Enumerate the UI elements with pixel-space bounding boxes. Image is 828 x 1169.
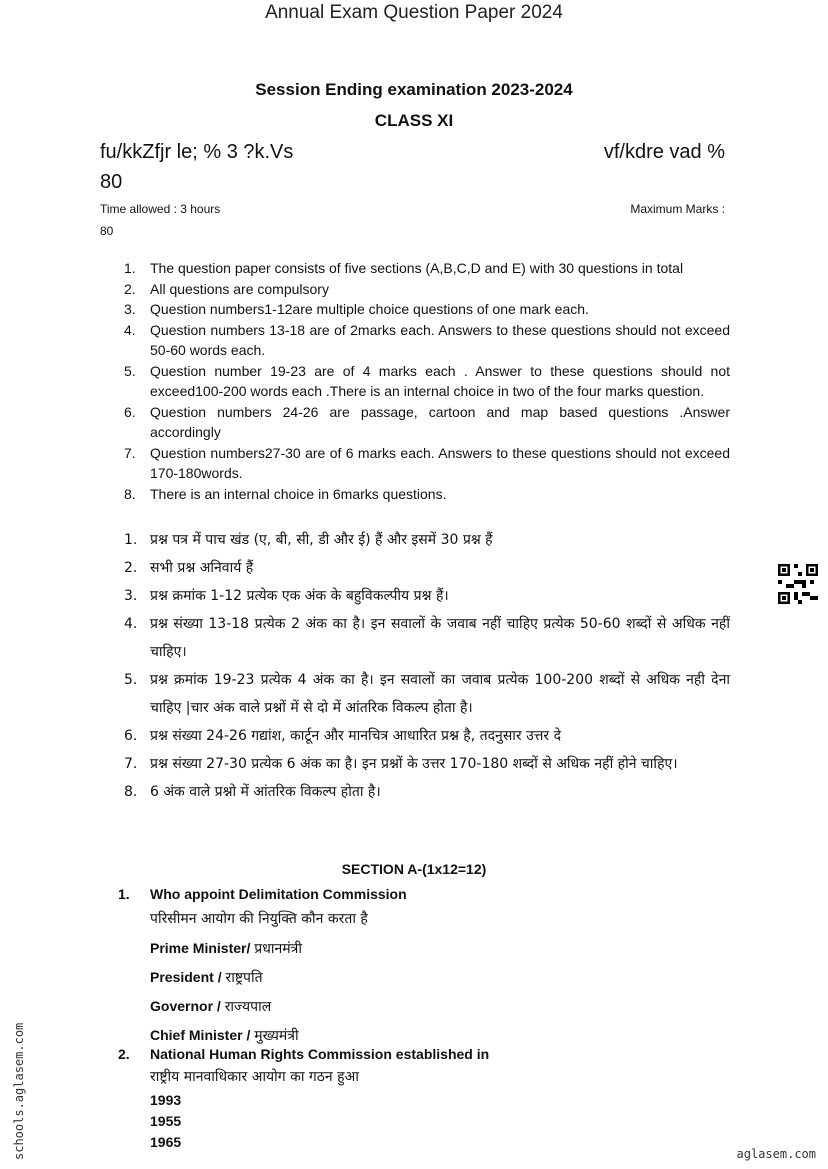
question-number: 1. — [118, 886, 130, 902]
question-number: 2. — [118, 1046, 130, 1062]
section-a-heading: SECTION A-(1x12=12) — [341, 861, 487, 877]
question-text: Who appoint Delimitation Commission — [150, 886, 407, 902]
max-marks-hindi-value: 80 — [100, 171, 123, 193]
time-allowed: Time allowed : 3 hours — [100, 202, 221, 216]
question-text: National Human Rights Commission established in — [150, 1046, 490, 1062]
instruction-item: 3. Question numbers1-12are multiple choice questions of one mark each. — [124, 301, 589, 317]
hindi-instruction-item: 5. प्रश्न क्रमांक 19-23 प्रत्येक 4 अंक का है। इन सवालों का जवाब प्रत्येक 100-200 शब्दों से अधिक नही देना चाहिए |चार अंक वाले प्रश्नों में से दो में आंतरिक विकल्प होता है। — [124, 672, 730, 716]
hindi-instructions-list — [118, 526, 730, 806]
instruction-item: 6. Question numbers 24-26 are passage, cartoon and map based questions .Answer accordingly — [124, 403, 730, 440]
instruction-item: 2. All questions are compulsory — [124, 280, 329, 297]
time-allowed-hindi: fu/kkZfjr le; % 3 ?k.Vs — [100, 141, 294, 163]
instruction-item: 8. There is an internal choice in 6marks questions. — [124, 485, 447, 502]
hindi-instruction-item: 6. प्रश्न संख्या 24-26 गद्यांश, कार्टून और मानचित्र आधारित प्रश्न है, तदनुसार उत्तर दे — [124, 728, 562, 744]
option-item: Chief Minister / मुख्यमंत्री — [150, 1027, 299, 1044]
max-marks-hindi: vf/kdre vad % — [603, 141, 725, 163]
hindi-instruction-item: 7. प्रश्न संख्या 27-30 प्रत्येक 6 अंक का है। इन प्रश्नों के उत्तर 170-180 शब्दों से अधिक नहीं होने चाहिए। — [124, 756, 678, 772]
hindi-instruction-item: 4. प्रश्न संख्या 13-18 प्रत्येक 2 अंक का है। इन सवालों के जवाब नहीं चाहिए प्रत्येक 50-60 शब्दों से अधिक नहीं चाहिए। — [124, 616, 730, 660]
side-watermark: schools.aglasem.com — [12, 1022, 26, 1160]
hindi-instruction-item: 3. प्रश्न क्रमांक 1-12 प्रत्येक एक अंक के बहुविकल्पीय प्रश्न हैं। — [124, 588, 449, 604]
option-item: 1955 — [150, 1113, 182, 1129]
hindi-instruction-item: 2. सभी प्रश्न अनिवार्य हैं — [124, 560, 254, 576]
max-marks: Maximum Marks : — [630, 202, 725, 216]
option-item: President / राष्ट्रपति — [150, 969, 263, 986]
question-2 — [118, 1044, 730, 1153]
hindi-instruction-item: 1. प्रश्न पत्र में पाच खंड (ए, बी, सी, डी और ई) हैं और इसमें 30 प्रश्न हैं — [124, 532, 493, 548]
option-item: 1993 — [150, 1092, 182, 1108]
option-item: Governor / राज्यपाल — [150, 998, 272, 1015]
bottom-watermark: aglasem.com — [736, 1147, 816, 1161]
instruction-item: 1. The question paper consists of five sections (A,B,C,D and E) with 30 questions in total — [124, 260, 684, 276]
class-title: CLASS XI — [374, 111, 454, 130]
instructions-list — [118, 258, 730, 504]
question-text-hindi: राष्ट्रीय मानवाधिकार आयोग का गठन हुआ — [150, 1069, 359, 1085]
page-banner: Annual Exam Question Paper 2024 — [265, 2, 563, 23]
max-marks-value: 80 — [100, 224, 114, 238]
qr-code-icon — [778, 564, 818, 604]
instruction-item: 7. Question numbers27-30 are of 6 marks each. Answers to these questions should not exceed 170-180words. — [124, 444, 730, 481]
hindi-instruction-item: 8. 6 अंक वाले प्रश्नो में आंतरिक विकल्प होता है। — [124, 784, 381, 800]
option-item: 1965 — [150, 1134, 182, 1150]
question-text-hindi: परिसीमन आयोग की नियुक्ति कौन करता है — [150, 911, 368, 927]
instruction-item: 5. Question number 19-23 are of 4 marks each . Answer to these questions should not exceed100-200 words each .There is an internal choice in two of the four marks question. — [124, 362, 730, 399]
instruction-item: 4. Question numbers 13-18 are of 2marks each. Answers to these questions should not exceed 50-60 words each. — [124, 321, 730, 358]
exam-title: Session Ending examination 2023-2024 — [255, 80, 573, 99]
option-item: Prime Minister/ प्रधानमंत्री — [150, 940, 302, 957]
question-1 — [118, 884, 730, 1050]
